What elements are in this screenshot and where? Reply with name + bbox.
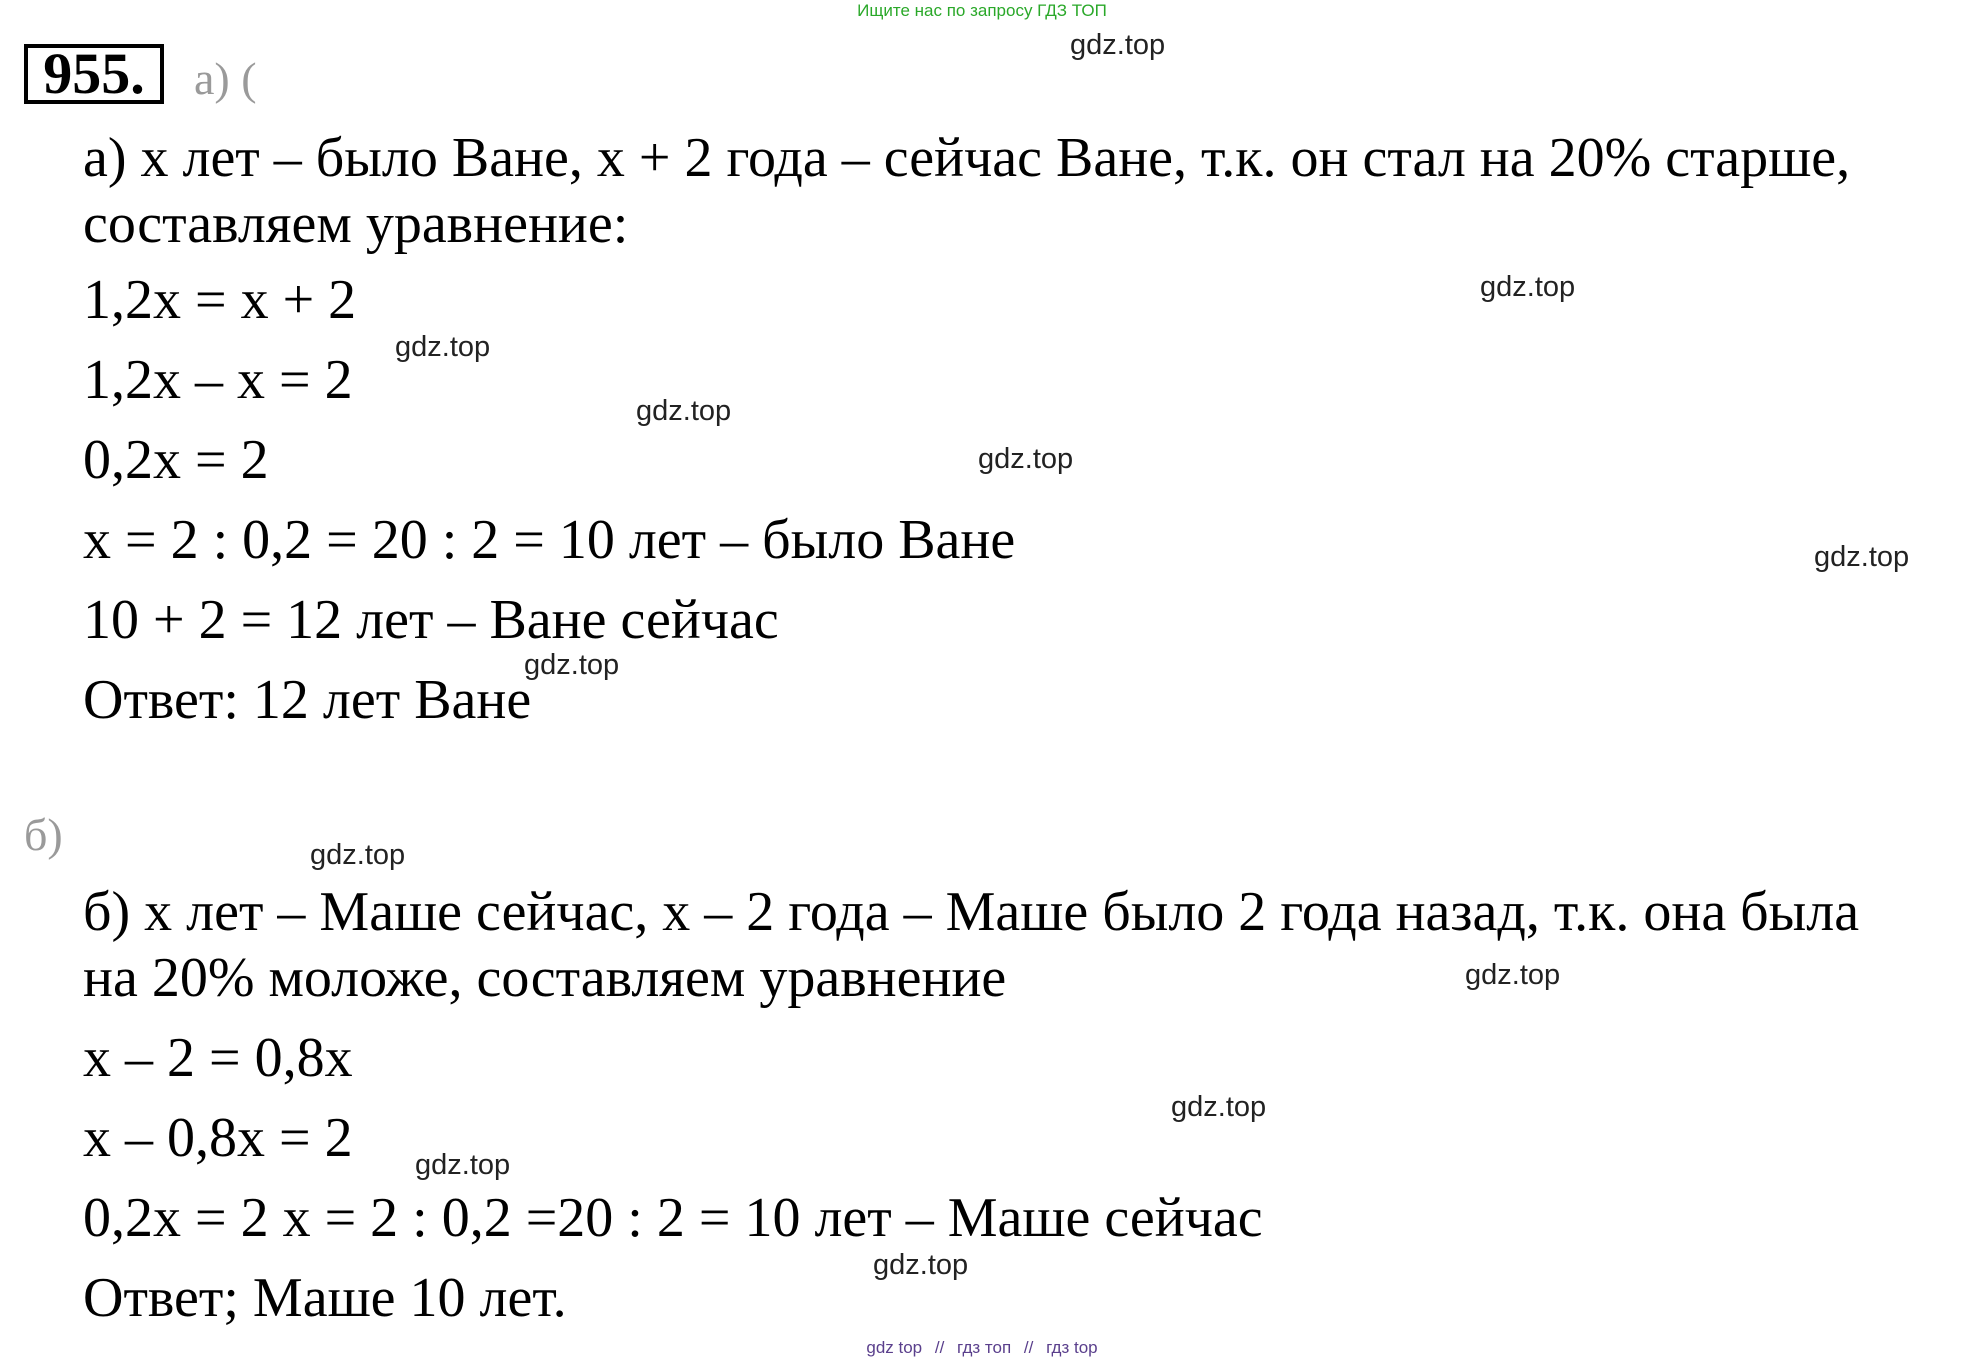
top-banner[interactable]: Ищите нас по запросу ГДЗ ТОП xyxy=(857,1,1107,20)
solution-a-line: 1,2х – х = 2 xyxy=(83,349,353,411)
solution-a-line: 1,2х = х + 2 xyxy=(83,269,357,331)
solution-b-line: б) х лет – Маше сейчас, х – 2 года – Маше было 2 года назад, т.к. она была xyxy=(83,881,1860,943)
ghost-label-b: б) xyxy=(24,809,63,860)
watermark: gdz.top xyxy=(1070,29,1166,61)
footer-separator: // xyxy=(934,1338,945,1357)
solution-b-line: на 20% моложе, составляем уравнение xyxy=(83,947,1007,1009)
solution-a-line: 0,2х = 2 xyxy=(83,429,269,491)
watermark: gdz.top xyxy=(1171,1091,1267,1123)
task-number: 955. xyxy=(24,44,164,104)
footer-separator: // xyxy=(1023,1338,1034,1357)
solution-a-line: составляем уравнение: xyxy=(83,193,629,255)
footer-link[interactable]: gdz top xyxy=(866,1338,923,1357)
solution-b-line: х – 0,8х = 2 xyxy=(83,1107,353,1169)
watermark: gdz.top xyxy=(636,395,732,427)
watermark: gdz.top xyxy=(524,649,620,681)
watermark: gdz.top xyxy=(415,1149,511,1181)
solution-a-line: 10 + 2 = 12 лет – Ване сейчас xyxy=(83,589,779,651)
solution-a-answer: Ответ: 12 лет Ване xyxy=(83,669,532,731)
watermark: gdz.top xyxy=(1814,541,1910,573)
solution-a-line: х = 2 : 0,2 = 20 : 2 = 10 лет – было Ване xyxy=(83,509,1016,571)
solution-b-line: х – 2 = 0,8х xyxy=(83,1027,353,1089)
watermark: gdz.top xyxy=(978,443,1074,475)
solution-a-line: а) х лет – было Ване, х + 2 года – сейчас Ване, т.к. он стал на 20% старше, xyxy=(83,127,1851,189)
watermark: gdz.top xyxy=(1480,271,1576,303)
footer-link[interactable]: гдз топ xyxy=(957,1338,1012,1357)
footer-link[interactable]: гдз top xyxy=(1046,1338,1098,1357)
watermark: gdz.top xyxy=(310,839,406,871)
watermark: gdz.top xyxy=(395,331,491,363)
solution-b-line: 0,2х = 2 х = 2 : 0,2 =20 : 2 = 10 лет – Маше сейчас xyxy=(83,1187,1263,1249)
watermark: gdz.top xyxy=(1465,959,1561,991)
ghost-label-a: а) ( xyxy=(194,53,257,104)
watermark: gdz.top xyxy=(873,1249,969,1281)
footer xyxy=(0,1337,1964,1359)
solution-b-answer: Ответ; Маше 10 лет. xyxy=(83,1267,567,1329)
